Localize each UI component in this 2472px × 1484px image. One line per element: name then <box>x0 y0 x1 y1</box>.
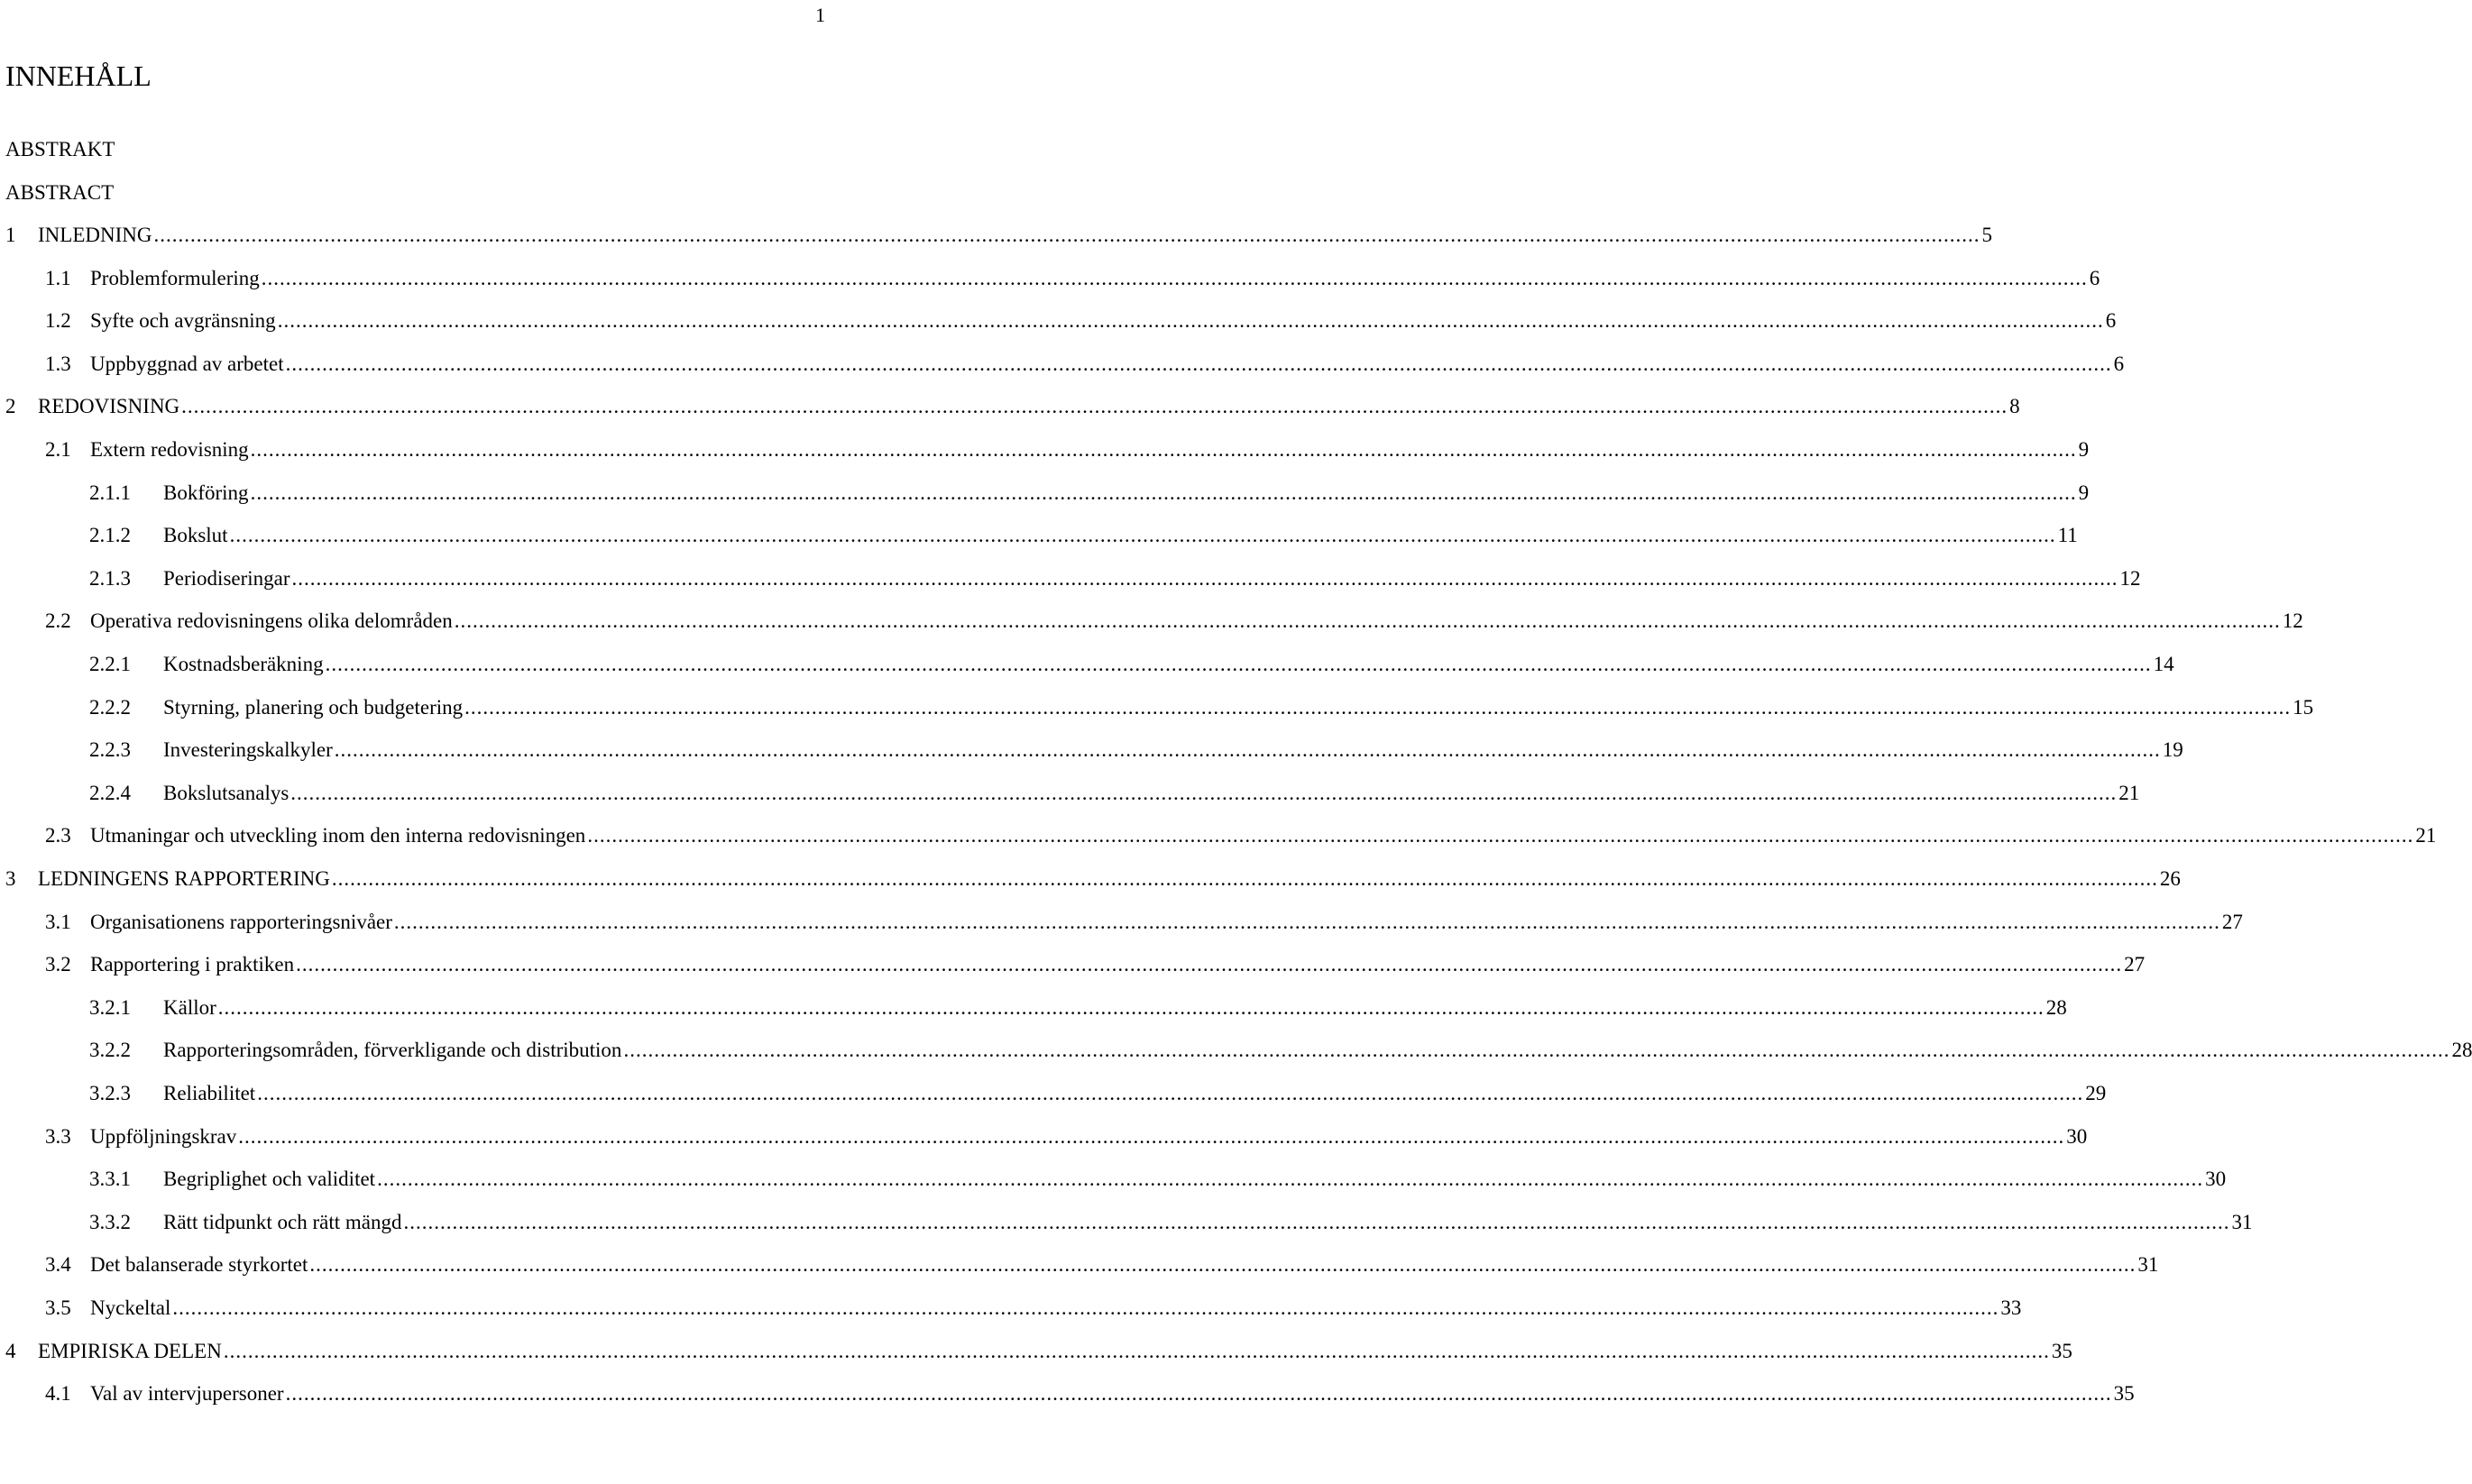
toc-entry[interactable] <box>5 1125 2088 1152</box>
toc-entry-title: Operativa redovisningens olika delområden <box>90 609 453 632</box>
toc-entry[interactable] <box>5 481 2090 508</box>
toc-dot-leader: ............................................................................................................................................................................................................................................................................................................ <box>285 353 2112 375</box>
toc-entry-title: Rapportering i praktiken <box>90 953 295 976</box>
toc-entry-number: 2.2.3 <box>89 738 131 761</box>
toc-entry-page: 21 <box>2118 782 2140 804</box>
toc-entry-title: Styrning, planering och budgetering <box>163 696 464 719</box>
toc-entry-title: Syfte och avgränsning <box>90 309 276 332</box>
toc-dot-leader: ............................................................................................................................................................................................................................................................................................................ <box>331 867 2158 890</box>
toc-entry[interactable] <box>5 1168 2227 1195</box>
toc-entry-page: 30 <box>2066 1125 2088 1148</box>
toc-entry-page: 28 <box>2451 1039 2472 1061</box>
toc-entry-title: Reliabilitet <box>163 1082 256 1104</box>
toc-dot-leader: ............................................................................................................................................................................................................................................................................................................ <box>261 267 2088 289</box>
toc-entry-number: 3.3.2 <box>89 1211 131 1233</box>
toc-entry[interactable] <box>5 609 2303 637</box>
toc-dot-leader: ............................................................................................................................................................................................................................................................................................................ <box>229 524 2056 546</box>
toc-entry[interactable] <box>5 1253 2159 1280</box>
toc-dot-leader: ............................................................................................................................................................................................................................................................................................................ <box>153 224 1980 246</box>
toc-entry-page: 6 <box>2089 267 2100 289</box>
toc-entry[interactable] <box>5 267 2100 294</box>
toc-entry-page: 9 <box>2078 438 2090 461</box>
toc-entry-page: 30 <box>2205 1168 2227 1190</box>
toc-entry-title: Det balanserade styrkortet <box>90 1253 308 1276</box>
toc-dot-leader: ............................................................................................................................................................................................................................................................................................................ <box>296 953 2123 976</box>
toc-entry-number: 3.5 <box>45 1296 71 1319</box>
toc-entry-page: 12 <box>2119 567 2141 590</box>
toc-entry[interactable] <box>5 867 2181 894</box>
toc-entry-title: Nyckeltal <box>90 1296 171 1319</box>
toc-entry[interactable] <box>5 224 1992 251</box>
toc-entry-number: 2.2 <box>45 609 71 632</box>
toc-entry[interactable] <box>5 1382 2135 1409</box>
toc-dot-leader: ............................................................................................................................................................................................................................................................................................................ <box>290 782 2118 804</box>
toc-entry[interactable] <box>5 1082 2107 1109</box>
toc-entry-number: 1 <box>5 224 16 246</box>
toc-dot-leader: ............................................................................................................................................................................................................................................................................................................ <box>285 1382 2112 1405</box>
toc-unnumbered-abstract[interactable]: ABSTRACT <box>5 181 115 204</box>
toc-entry-page: 27 <box>2124 953 2146 976</box>
toc-entry[interactable] <box>5 782 2140 809</box>
toc-entry-title: Investeringskalkyler <box>163 738 333 761</box>
toc-dot-leader: ............................................................................................................................................................................................................................................................................................................ <box>217 996 2045 1019</box>
toc-entry-page: 28 <box>2045 996 2067 1019</box>
toc-entry[interactable] <box>5 524 2078 551</box>
toc-entry-number: 2.2.1 <box>89 653 131 675</box>
toc-entry[interactable] <box>5 911 2243 938</box>
toc-entry-number: 3.3 <box>45 1125 71 1148</box>
toc-dot-leader: ............................................................................................................................................................................................................................................................................................................ <box>257 1082 2084 1104</box>
toc-entry[interactable] <box>5 567 2141 594</box>
toc-entry-page: 31 <box>2231 1211 2253 1233</box>
toc-entry-page: 21 <box>2415 824 2437 847</box>
toc-entry-title: REDOVISNING <box>38 395 180 417</box>
toc-entry[interactable] <box>5 696 2314 723</box>
toc-dot-leader: ............................................................................................................................................................................................................................................................................................................ <box>325 653 2152 675</box>
toc-entry[interactable] <box>5 653 2174 680</box>
toc-entry-number: 2.1.2 <box>89 524 131 546</box>
toc-dot-leader: ............................................................................................................................................................................................................................................................................................................ <box>587 824 2414 847</box>
toc-entry-page: 26 <box>2159 867 2181 890</box>
toc-entry-title: Uppbyggnad av arbetet <box>90 353 284 375</box>
toc-entry-page: 5 <box>1981 224 1992 246</box>
toc-entry-title: EMPIRISKA DELEN <box>38 1340 222 1362</box>
toc-dot-leader: ............................................................................................................................................................................................................................................................................................................ <box>250 481 2077 504</box>
toc-entry-title: Organisationens rapporteringsnivåer <box>90 911 392 933</box>
toc-dot-leader: ............................................................................................................................................................................................................................................................................................................ <box>172 1296 1999 1319</box>
toc-entry-number: 1.3 <box>45 353 71 375</box>
toc-entry-title: Källor <box>163 996 216 1019</box>
toc-entry-title: Rätt tidpunkt och rätt mängd <box>163 1211 402 1233</box>
toc-entry-title: Bokföring <box>163 481 249 504</box>
toc-entry-page: 12 <box>2282 609 2303 632</box>
toc-entry-page: 27 <box>2221 911 2243 933</box>
toc-entry-number: 2.1.1 <box>89 481 131 504</box>
toc-entry-number: 4 <box>5 1340 16 1362</box>
toc-entry-number: 2.2.2 <box>89 696 131 719</box>
toc-entry-title: Val av intervjupersoner <box>90 1382 284 1405</box>
toc-dot-leader: ............................................................................................................................................................................................................................................................................................................ <box>291 567 2118 590</box>
toc-entry-number: 2.1 <box>45 438 71 461</box>
page-number: 1 <box>815 4 825 26</box>
toc-entry-page: 31 <box>2137 1253 2159 1276</box>
toc-entry-title: Bokslut <box>163 524 228 546</box>
toc-entry[interactable] <box>5 824 2437 851</box>
toc-entry-number: 2.1.3 <box>89 567 131 590</box>
toc-entry-number: 1.1 <box>45 267 71 289</box>
toc-entry-number: 3.2.1 <box>89 996 131 1019</box>
toc-dot-leader: ............................................................................................................................................................................................................................................................................................................ <box>464 696 2292 719</box>
toc-dot-leader: ............................................................................................................................................................................................................................................................................................................ <box>623 1039 2450 1061</box>
toc-dot-leader: ............................................................................................................................................................................................................................................................................................................ <box>250 438 2077 461</box>
toc-entry-title: Bokslutsanalys <box>163 782 289 804</box>
toc-entry-number: 2.2.4 <box>89 782 131 804</box>
toc-entry-page: 8 <box>2009 395 2020 417</box>
toc-entry-number: 3.1 <box>45 911 71 933</box>
toc-entry-title: Kostnadsberäkning <box>163 653 324 675</box>
toc-entry-number: 3.2 <box>45 953 71 976</box>
toc-entry[interactable] <box>5 996 2067 1023</box>
toc-dot-leader: ............................................................................................................................................................................................................................................................................................................ <box>309 1253 2137 1276</box>
toc-entry[interactable] <box>5 1340 2072 1367</box>
toc-entry-page: 35 <box>2113 1382 2135 1405</box>
toc-entry-number: 3.2.2 <box>89 1039 131 1061</box>
toc-entry-page: 11 <box>2057 524 2078 546</box>
toc-dot-leader: ............................................................................................................................................................................................................................................................................................................ <box>334 738 2161 761</box>
toc-dot-leader: ............................................................................................................................................................................................................................................................................................................ <box>403 1211 2230 1233</box>
toc-dot-leader: ............................................................................................................................................................................................................................................................................................................ <box>393 911 2220 933</box>
toc-entry-page: 19 <box>2162 738 2183 761</box>
toc-entry[interactable] <box>5 438 2090 465</box>
toc-entry-page: 6 <box>2105 309 2117 332</box>
toc-entry[interactable] <box>5 953 2146 980</box>
toc-entry-number: 4.1 <box>45 1382 71 1405</box>
toc-entry-title: Rapporteringsområden, förverkligande och distribution <box>163 1039 622 1061</box>
toc-dot-leader: ............................................................................................................................................................................................................................................................................................................ <box>454 609 2281 632</box>
toc-entry-number: 1.2 <box>45 309 71 332</box>
toc-dot-leader: ............................................................................................................................................................................................................................................................................................................ <box>181 395 2008 417</box>
toc-entry[interactable] <box>5 395 2020 422</box>
toc-entry[interactable] <box>5 309 2117 336</box>
toc-entry-title: Uppföljningskrav <box>90 1125 237 1148</box>
toc-entry-number: 3 <box>5 867 16 890</box>
toc-entry-number: 2 <box>5 395 16 417</box>
toc-entry-title: LEDNINGENS RAPPORTERING <box>38 867 330 890</box>
toc-dot-leader: ............................................................................................................................................................................................................................................................................................................ <box>223 1340 2050 1362</box>
toc-entry-title: INLEDNING <box>38 224 152 246</box>
toc-entry-number: 2.3 <box>45 824 71 847</box>
toc-entry-title: Begriplighet och validitet <box>163 1168 376 1190</box>
toc-dot-leader: ............................................................................................................................................................................................................................................................................................................ <box>277 309 2104 332</box>
toc-entry[interactable] <box>5 738 2183 765</box>
toc-dot-leader: ............................................................................................................................................................................................................................................................................................................ <box>238 1125 2065 1148</box>
toc-heading: INNEHÅLL <box>5 60 152 92</box>
toc-entry-page: 35 <box>2051 1340 2072 1362</box>
toc-entry[interactable] <box>5 1296 2022 1324</box>
toc-entry-page: 33 <box>2000 1296 2022 1319</box>
toc-dot-leader: ............................................................................................................................................................................................................................................................................................................ <box>377 1168 2204 1190</box>
toc-entry-page: 29 <box>2085 1082 2107 1104</box>
toc-entry-number: 3.2.3 <box>89 1082 131 1104</box>
toc-entry-page: 6 <box>2113 353 2125 375</box>
toc-unnumbered-abstrakt[interactable]: ABSTRAKT <box>5 138 115 160</box>
toc-entry-page: 15 <box>2293 696 2314 719</box>
toc-entry[interactable] <box>5 1039 2472 1066</box>
toc-entry-title: Problemformulering <box>90 267 260 289</box>
toc-entry-number: 3.3.1 <box>89 1168 131 1190</box>
toc-entry[interactable] <box>5 1211 2253 1238</box>
toc-entry-page: 9 <box>2078 481 2090 504</box>
toc-entry-page: 14 <box>2153 653 2174 675</box>
toc-entry-title: Periodiseringar <box>163 567 290 590</box>
toc-entry-number: 3.4 <box>45 1253 71 1276</box>
toc-entry-title: Utmaningar och utveckling inom den interna redovisningen <box>90 824 586 847</box>
toc-entry-title: Extern redovisning <box>90 438 249 461</box>
toc-entry[interactable] <box>5 353 2125 380</box>
